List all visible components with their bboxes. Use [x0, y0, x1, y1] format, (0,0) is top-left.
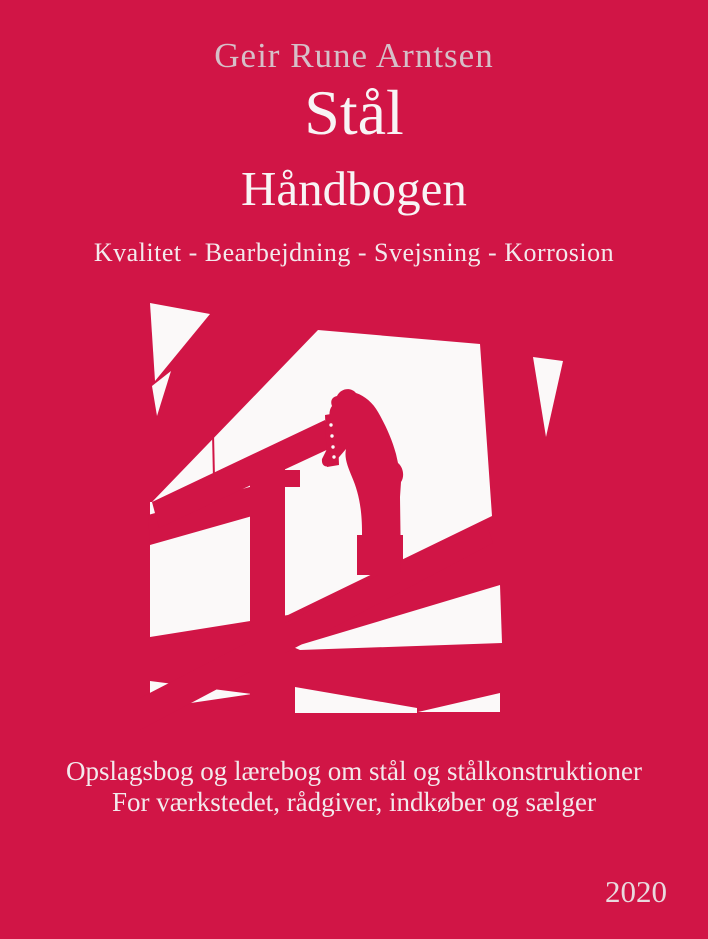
book-subtitle: Håndbogen	[241, 161, 467, 216]
crane-cable	[213, 433, 214, 479]
steel-worker-illustration	[85, 297, 645, 747]
description-line-1: Opslagsbog og lærebog om stål og stålkonstruktioner	[66, 756, 642, 786]
description-line-2: For værkstedet, rådgiver, indkøber og sælger	[111, 787, 597, 817]
left-column	[250, 467, 285, 747]
column-stub	[282, 470, 300, 487]
tagline: Kvalitet - Bearbejdning - Svejsning - Korrosion	[93, 238, 615, 267]
book-title: Stål	[304, 77, 404, 148]
author-name: Geir Rune Arntsen	[214, 36, 494, 75]
description	[0, 756, 708, 818]
year-label: 2020	[605, 874, 667, 909]
